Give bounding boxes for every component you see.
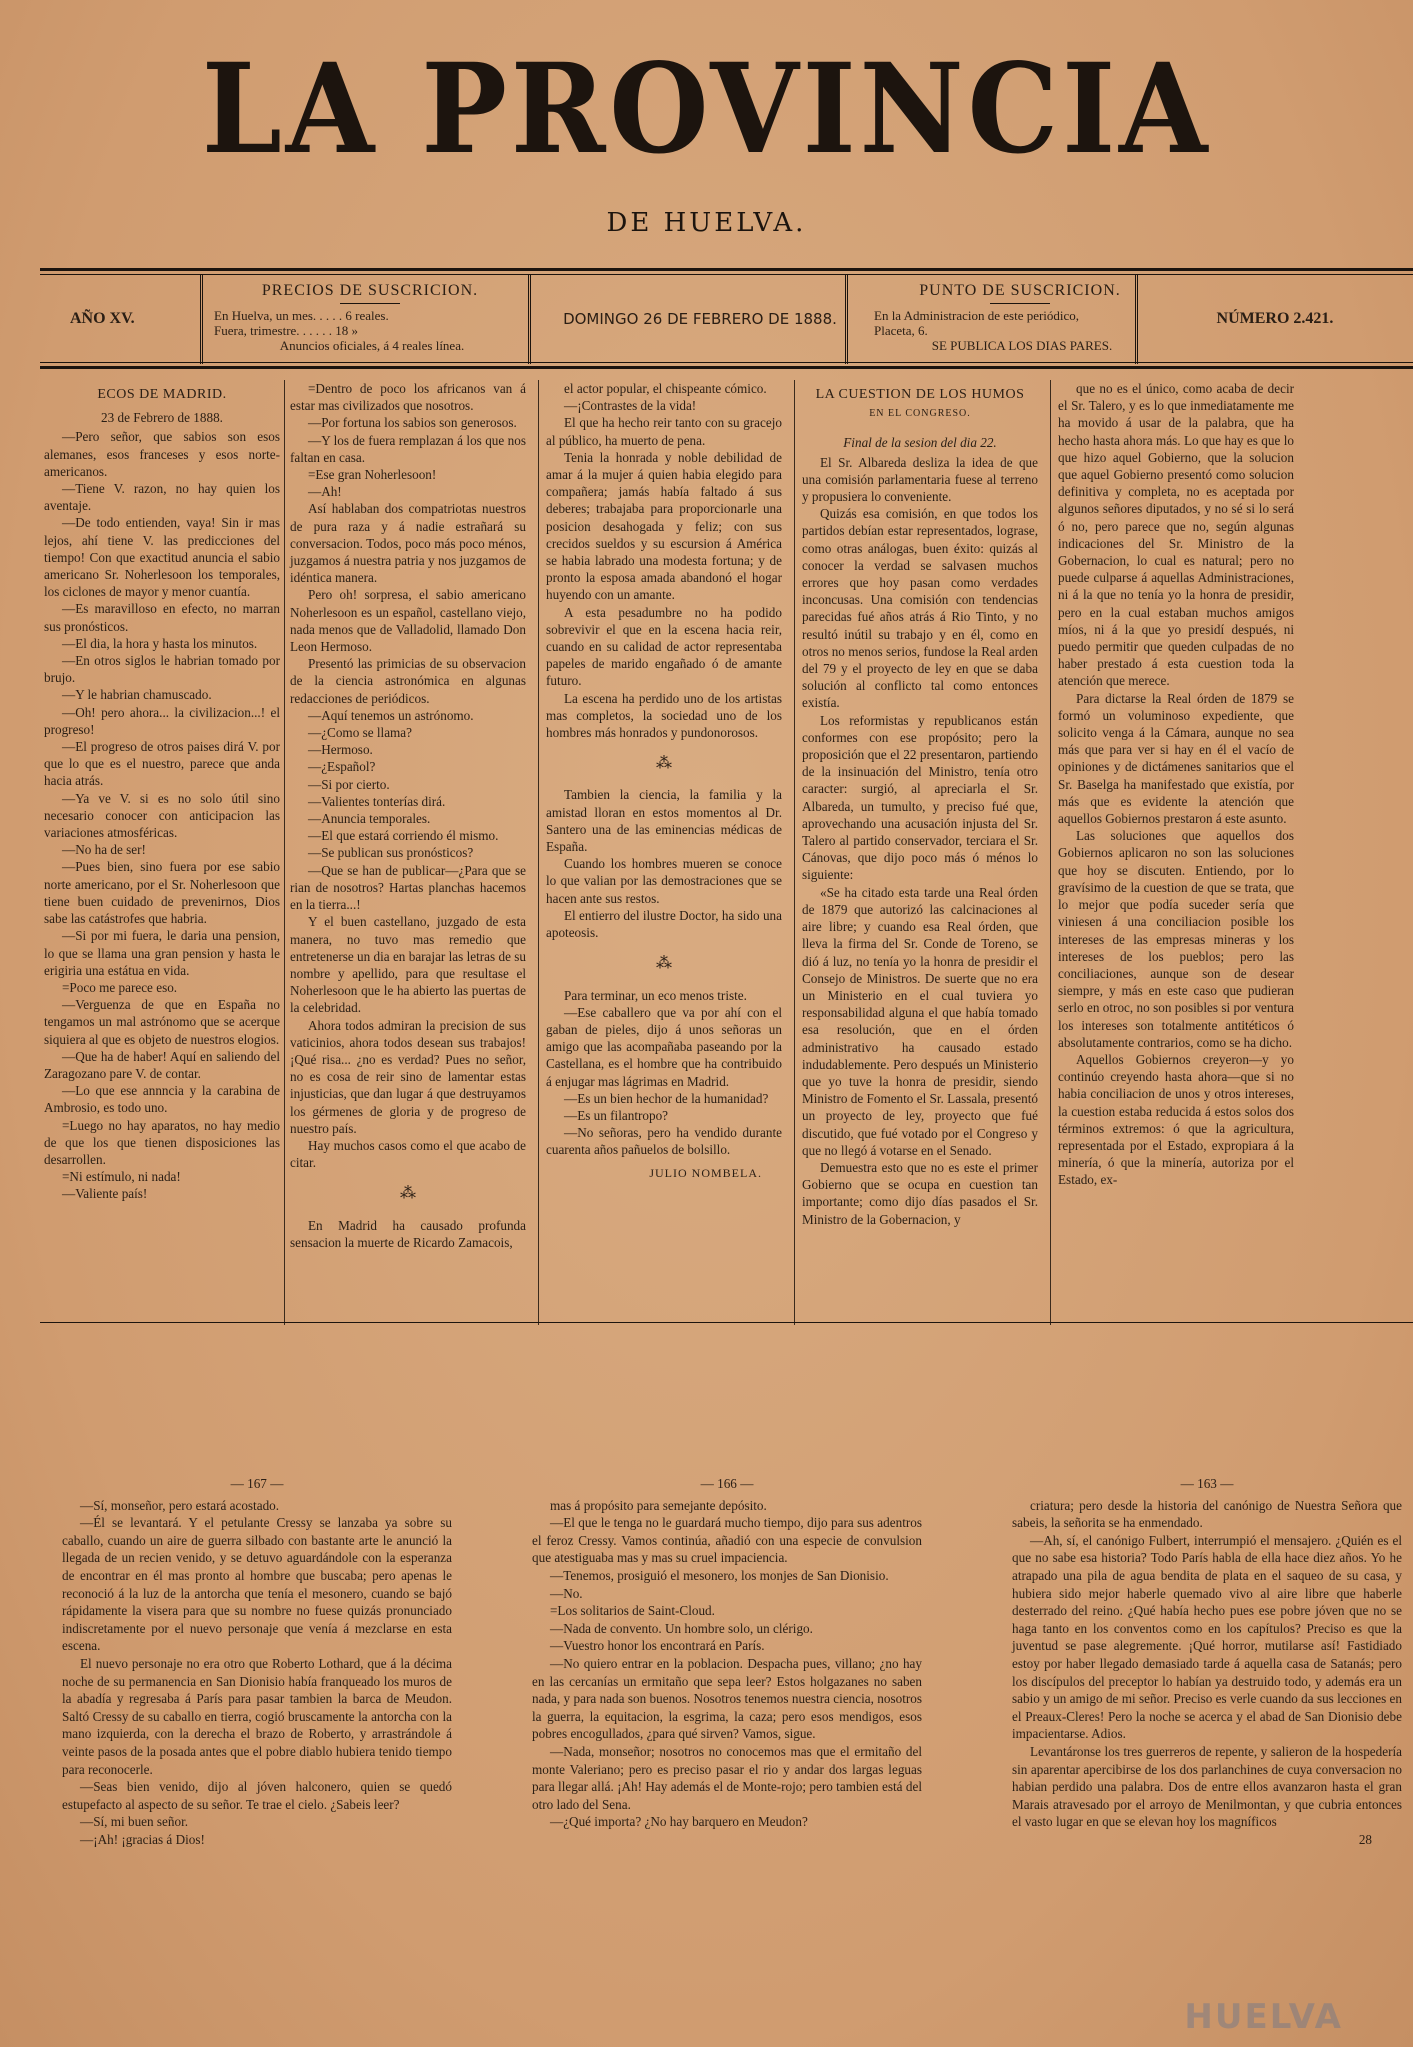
sheet-number: 28: [1358, 1831, 1372, 1847]
paragraph: —Por fortuna los sabios son generosos.: [308, 415, 517, 431]
paragraph: —Hermoso.: [308, 742, 373, 758]
paragraph: Cuando los hombres mueren se conoce lo que valian por las demostraciones que se hacen ante sus restos.: [546, 856, 782, 906]
paragraph: —Y le habrian chamuscado.: [62, 687, 212, 703]
header-rule-top: [40, 268, 1413, 271]
paragraph: Tenia la honrada y noble debilidad de amar á la mujer á quien habia elegido para compañera; jamás había faltado á sus deberes; trabajaba para proporcionarle una posicion desahogada y feliz; con sus crecidos sueldos y su escursion á América se habia labrado una modesta fortuna; y de pronto la esposa amada abandonó el hogar huyendo con un amante.: [546, 449, 782, 603]
column-ecos-end: [546, 380, 782, 1182]
paragraph: Para terminar, un eco menos triste.: [564, 987, 747, 1003]
paragraph: —Si por cierto.: [308, 776, 390, 792]
article-body: [546, 786, 782, 941]
paragraph: —Seas bien venido, dijo al jóven halconero, quien se quedó estupefacto al aspecto de su señor. Te trae el cielo. ¿Sabeis leer?: [62, 1779, 452, 1812]
archive-watermark: HUELVA: [1184, 1997, 1343, 2037]
paragraph: —No señoras, pero ha vendido durante cuarenta años pañuelos de bolsillo.: [546, 1125, 782, 1158]
paragraph: La escena ha perdido uno de los artistas mas completos, la sociedad uno de los hombres más honrados y pundonorosos.: [546, 690, 782, 741]
paragraph: Para dictarse la Real órden de 1879 se formó un voluminoso expediente, que solicito venga á la Cámara, aunque no sea más que para ver si hay en él el vacío de opiniones y de dictámenes sanitarios que el Sr. Baselga ha manifestado que existía, por más que es evidente la atención que aquellos Gobiernos prestaron á este asunto.: [1058, 690, 1294, 827]
paragraph: =Ese gran Noherlesoon!: [308, 467, 437, 483]
paragraph: El nuevo personaje no era otro que Roberto Lothard, que á la décima noche de su permanencia en San Dionisio había franqueado los muros de la abadía y regresaba á París para pasar tambien la barca de Meudon. Saltó Cressy de su caballo en tierra, cogió bruscamente la antorcha con la mano izquierda, con la derecha el brazo de Roberto, y arrastrándole á veinte pasos de la posada antes que el pobre diablo hubiera tenido tiempo para reconocerle.: [62, 1655, 452, 1777]
paragraph: El que ha hecho reir tanto con su gracejo al público, ha muerto de pena.: [546, 415, 782, 448]
page-number: — 166 —: [700, 1476, 754, 1491]
section-separator: ⁂: [656, 755, 672, 773]
article-body: [802, 454, 1038, 1228]
paragraph: Presentó las primicias de su observacion de la ciencia astronómica en algunas redacciones de periódicos.: [290, 656, 526, 706]
section-separator: ⁂: [656, 955, 672, 973]
paragraph: que no es el único, como acaba de decir el Sr. Talero, y es lo que inmediatamente me ha movido á usar de la palabra, que ha hecho hasta ahora más. Lo que hay es que lo que hizo aquel Gobierno, que la solucion que aquel Gobierno presentó como solucion definitiva y completa, no es aceptada por algunos señores diputados, y no sé si lo será ó no, pero parece que no, según algunas indicaciones del Sr. Ministro de la Gobernacion, lo cual es natural; pero no puede culparse á aquellas Administraciones, ni á la que no tenía yo la honra de presidir, pero en la cual estaban muchos amigos míos, ni á la que yo presidí después, ni puedo permitir que queden culpadas de no haber prestado á esta cuestion toda la atención que merece.: [1058, 381, 1294, 689]
prices-line: En Huelva, un mes. . . . . 6 reales.: [214, 308, 389, 323]
paragraph: Ahora todos admiran la precision de sus vaticinios, ahora todos desean sus trabajos! ¡Qué risa... ¿no es verdad? Pues no señor, no es cosa de reir sino de lamentar estas injusticias, que dan lugar á que destruyamos los gérmenes de gloria y de progreso de nuestro país.: [290, 1017, 526, 1136]
point-line: SE PUBLICA LOS DIAS PARES.: [931, 338, 1113, 353]
section-separator: ⁂: [400, 1185, 416, 1203]
paragraph: El entierro del ilustre Doctor, ha sido una apoteosis.: [546, 907, 782, 941]
paragraph: —Es maravilloso en efecto, no marran sus pronósticos.: [44, 601, 280, 634]
paragraph: Hay muchos casos como el que acabo de citar.: [290, 1137, 526, 1171]
feuilleton-body: [532, 1497, 922, 1831]
paragraph: —Que se han de publicar—¿Para que se rian de nosotros? Hartas planchas hacemos en la tierra...!: [290, 862, 526, 913]
paragraph: criatura; pero desde la historia del canónigo de Nuestra Señora que sabeis, la señorita se ha enmendado.: [1012, 1497, 1402, 1531]
paragraph: —¿Como se llama?: [308, 725, 413, 741]
paragraph: Así hablaban dos compatriotas nuestros de pura raza y á nadie estrañará su conversacion. Todos, poco más poco ménos, juzgamos á nuestra patria y nos juzgamos de idéntica manera.: [290, 501, 526, 586]
issue-date: DOMINGO 26 DE FEBRERO DE 1888.: [563, 310, 837, 328]
paragraph: —Nada, monseñor; nosotros no conocemos mas que el ermitaño del monte Valeriano; pero es preciso pasar el rio y andar dos largas leguas para llegar allá. ¡Ah! Hay además el de Monte-rojo; pero tambien está del otro lado del Sena.: [532, 1743, 922, 1812]
paragraph: —El dia, la hora y hasta los minutos.: [62, 635, 258, 651]
prices-rule: [340, 303, 400, 304]
page-number: — 167 —: [230, 1476, 284, 1491]
paragraph: =Los solitarios de Saint-Cloud.: [550, 1603, 715, 1619]
paragraph: —Si por mi fuera, le daria una pension, lo que se llama una gran pension y hasta le erigiria una estátua en vida.: [44, 928, 280, 978]
paragraph: A esta pesadumbre no ha podido sobrevivir el que en la escena hacia reir, cuando en su calidad de actor representaba papeles de marido engañado ó de amante futuro.: [546, 604, 782, 689]
feuilleton-col-167: [62, 1475, 452, 1848]
paragraph: —Valiente país!: [62, 1186, 148, 1202]
column-rule: [538, 380, 539, 1325]
article-subtitle: EN EL CONGRESO.: [869, 408, 971, 420]
paragraph: Y el buen castellano, juzgado de esta manera, no tuvo mas remedio que entretenerse un dia en barajar las letras de su nombre y apellido, para que resultase el Noherlesoon que le ha abierto las puertas de la celebridad.: [290, 914, 526, 1016]
feuilleton-body: [62, 1497, 452, 1849]
paragraph: —Ah!: [308, 484, 342, 500]
paragraph: —Es un bien hechor de la humanidad?: [564, 1090, 769, 1106]
paragraph: —¡Ah! ¡gracias á Dios!: [80, 1831, 205, 1847]
paragraph: Pero oh! sorpresa, el sabio americano Noherlesoon es un español, castellano viejo, nada menos que de Valladolid, llamado Don Leon Hermoso.: [290, 587, 526, 655]
year-label: AÑO XV.: [70, 310, 135, 327]
paragraph: Tambien la ciencia, la familia y la amistad lloran en estos momentos al Dr. Santero una de las eminencias médicas de España.: [546, 787, 782, 855]
paragraph: —Nada de convento. Un hombre solo, un clérigo.: [550, 1620, 813, 1636]
paragraph: —Ah, sí, el canónigo Fulbert, interrumpió el mensajero. ¿Quién es el que no sabe esa historia? Todo París habla de ella hace diez años. Yo he atrapado una pila de agua bendita de plata en el saqueo de su casa, y hubiera sido mejor haberle quemado vivo al aire libre que haberle desterrado del reino. ¿Qué había hecho pues ese pobre jóven que no se haga tanto en los conventos como en los capítulos? Preciso es que la juventud se pase alegremente. ¡Qué horror, mutilarse así! Fastidiado estoy por haber llegado demasiado tarde á aquella casa de Satanás; pero los discípulos del preceptor lo habían ya destruido todo, y además era un sabio y un amigo de mi señor. Preciso es verle cuando da sus lecciones en el Preaux-Cleres! Pero la noche se acerca y el abad de San Dionisio debe impacientarse. Adios.: [1012, 1532, 1402, 1742]
paragraph: —Lo que ese annncia y la carabina de Ambrosio, es todo uno.: [44, 1083, 280, 1116]
paragraph: —El que estará corriendo él mismo.: [308, 828, 499, 844]
paragraph: —Él se levantará. Y el petulante Cressy se lanzaba ya sobre su caballo, cuando un aire de guerra silbado con bastante arte le anunció la llegada de un recien venido, y se detuvo aguardándole con la esperanza de encontrar en él mas pronto al hombre que buscaba; pero apenas le reconoció á la luz de la antorcha que tenía el mesonero, cuando se bajó rápidamente la visera para que su nombre no fuese quizás pronunciado indiscretamente por el nuevo personaje que venía á mezclarse en esta escena.: [62, 1515, 452, 1654]
session-line: Final de la sesion del dia 22.: [843, 435, 997, 451]
feuilleton-col-163: [1012, 1475, 1402, 1848]
paragraph: —El que le tenga no le guardará mucho tiempo, dijo para sus adentros el feroz Cressy. Vamos continúa, añadió con una especie de convulsion que atestiguaba mas y mas su cruel impaciencia.: [532, 1515, 922, 1566]
point-rule: [990, 303, 1050, 304]
column-cuestion-humos: [802, 380, 1038, 1228]
paragraph: —En otros siglos le habrian tomado por brujo.: [44, 653, 280, 686]
paragraph: Aquellos Gobiernos creyeron—y yo continúo creyendo hasta ahora—que si no habia conciliacion de unos y otros intereses, la cuestion estaba reducida á estos solos dos términos extremos: ó que la agricultura, representada por el Estado, expropiara á la minería, ó que la minería, autoriza por el Estado, ex-: [1058, 1051, 1294, 1188]
paragraph: Demuestra esto que no es este el primer Gobierno que se ocupa en cuestion tan importante; como dijo días pasados el Sr. Ministro de la Gobernacion, y: [802, 1159, 1038, 1227]
article-title: LA CUESTION DE LOS HUMOS: [815, 387, 1025, 402]
paragraph: Levantáronse los tres guerreros de repente, y salieron de la hospedería sin aparentar apercibirse de los dos parlanchines de cuya conversacion no habian perdido una palabra. Dos de entre ellos avanzaron hasta el gran Marais atravesado por el arroyo de Menilmontan, y que cubria entonces el vasto lugar en que se elevan hoy los magníficos: [1012, 1743, 1402, 1830]
paragraph: =Ni estímulo, ni nada!: [62, 1169, 181, 1185]
paragraph: —No quiero entrar en la poblacion. Despacha pues, villano; ¿no hay en las cercanías un ermitaño que sepa leer? Estos holgazanes no saben nada, y para nada son buenos. Nosotros tenemos nuestra ciencia, nosotros la guerra, la equitacion, la esgrima, la caza; pero esos mendigos, esos pobres encogullados, ¿para qué sirven? Vamos, sigue.: [532, 1655, 922, 1742]
column-ecos-cont: [290, 380, 526, 1251]
paragraph: —Vuestro honor los encontrará en París.: [550, 1638, 765, 1654]
column-rule: [284, 380, 285, 1325]
masthead-title: LA PROVINCIA: [201, 37, 1212, 182]
article-body: [290, 380, 526, 1171]
paragraph: —Tiene V. razon, no hay quien los aventaje.: [44, 481, 280, 514]
article-body: [546, 987, 782, 1159]
prices-title: PRECIOS DE SUSCRICION.: [261, 282, 479, 299]
paragraph: —Oh! pero ahora... la civilizacion...! el progreso!: [44, 704, 280, 737]
feuilleton-rule: [40, 1322, 1413, 1323]
paragraph: —No ha de ser!: [62, 842, 146, 858]
subscription-prices: [210, 274, 530, 364]
paragraph: Quizás esa comisión, en que todos los partidos debían estar representados, lograse, como otras análogas, buen éxito: quizás al conocer la verdad se salvasen muchos errores que hoy pasan como verdades inconcusas. Una comisión con tendencias parecidas fué años atrás á Rio Tinto, y no resultó inútil su trabajo y en él, como en otros no menos serios, fundose la Real arden del 79 y el proyecto de ley en que se daba solución al conflicto tal como entonces existía.: [802, 506, 1038, 711]
issue-number: NÚMERO 2.421.: [1216, 310, 1334, 327]
paragraph: —Pero señor, que sabios son esos alemanes, esos franceses y esos norte-americanos.: [44, 429, 280, 479]
paragraph: mas á propósito para semejante depósito.: [550, 1497, 767, 1513]
paragraph: Las soluciones que aquellos dos Gobiernos aplicaron no son las soluciones que hoy se discuten. Entiendo, por lo gravísimo de la cuestion de que se trata, que lo mejor que podía suceder sería que viniesen á una conciliacion posible los intereses de las empresas mineras y los intereses de los pueblos; pero las conciliaciones, aunque son de desear siempre, y más en este caso que pudieran serlo en otroc, no son posibles si por ventura los intereses son totalmente antitéticos ó absolutamente contrarios, como se ha dicho.: [1058, 828, 1294, 1050]
paragraph: —¿Español?: [308, 759, 376, 775]
prices-line: Anuncios oficiales, á 4 reales línea.: [279, 338, 465, 353]
paragraph: =Dentro de poco los africanos van á estar mas civilizados que nosotros.: [290, 381, 526, 414]
point-line: En la Administracion de este periódico,: [874, 308, 1080, 323]
paragraph: =Luego no hay aparatos, no hay medio de que los que tienen disposiciones las desarrollen.: [44, 1117, 280, 1167]
paragraph: —Que ha de haber! Aquí en saliendo del Zaragozano pare V. de contar.: [44, 1048, 280, 1081]
prices-line: Fuera, trimestre. . . . . . 18 »: [214, 323, 359, 338]
column-ecos-de-madrid: [44, 380, 280, 1203]
page-number: — 163 —: [1180, 1476, 1234, 1491]
masthead-subtitle: DE HUELVA.: [606, 208, 807, 238]
paragraph: —Se publican sus pronósticos?: [308, 845, 474, 861]
paragraph: —Y los de fuera remplazan á los que nos faltan en casa.: [290, 432, 526, 465]
paragraph: —Es un filantropo?: [564, 1107, 669, 1123]
column-rule: [1050, 380, 1051, 1325]
author-signature: JULIO NOMBELA.: [649, 1165, 762, 1180]
paragraph: —Aquí tenemos un astrónomo.: [308, 707, 474, 723]
paragraph: —Tenemos, prosiguió el mesonero, los monjes de San Dionisio.: [550, 1567, 889, 1583]
paragraph: Los reformistas y republicanos están conformes con ese propósito; pero la proposición que el 22 presentaron, partiendo de la insinuación del Ministro, tenía otro caracter: surgió, al apreciarla el Sr. Albareda, un tumulto, y preciso fué que, aprovechando una acusación injusta del Sr. Talero al partido conservador, terciara el Sr. Cánovas, que dijo poco más ó ménos lo siguiente:: [802, 712, 1038, 883]
paragraph: El Sr. Albareda desliza la idea de que una comisión parlamentaria fuese al terreno y propusiera lo conveniente.: [802, 454, 1038, 505]
paragraph: =Poco me parece eso.: [62, 979, 178, 995]
paragraph: —No.: [550, 1585, 583, 1601]
info-bar: [40, 274, 1413, 364]
paragraph: En Madrid ha causado profunda sensacion la muerte de Ricardo Zamacois,: [290, 1217, 526, 1250]
paragraph: —¡Contrastes de la vida!: [564, 398, 697, 414]
paragraph: —Sí, mi buen señor.: [80, 1814, 189, 1830]
article-body: [546, 380, 782, 741]
paragraph: el actor popular, el chispeante cómico.: [564, 381, 767, 396]
point-title: PUNTO DE SUSCRICION.: [919, 282, 1121, 299]
article-body: [44, 428, 280, 1202]
paragraph: —El progreso de otros paises dirá V. por que lo que es el nuestro, parece que anda hacia atrás.: [44, 739, 280, 789]
column-cuestion-cont: [1058, 380, 1294, 1189]
paragraph: —Anuncia temporales.: [308, 811, 431, 827]
paragraph: —Valientes tonterías dirá.: [308, 793, 446, 809]
paragraph: —Pues bien, sino fuera por ese sabio norte americano, por el Sr. Noherlesoon que tiene buen cuidado de prevenirnos, Dios sabe las catástrofes que habria.: [44, 859, 280, 927]
subscription-point: [870, 274, 1170, 364]
paragraph: —De todo entienden, vaya! Sin ir mas lejos, ahí tiene V. las predicciones del tiempo! Con que exactitud anuncia el sabio americano Sr. Noherlesoon los temporales, los ciclones de mayor y menor cuantía.: [44, 515, 280, 600]
paragraph: —Ese caballero que va por ahí con el gaban de pieles, dijo á unos señoras un amigo que las acompañaba paseando por la Castellana, es el hombre que ha contribuido á enjugar mas lágrimas en Madrid.: [546, 1004, 782, 1089]
feuilleton-col-166: [532, 1475, 922, 1831]
paragraph: —Sí, monseñor, pero estará acostado.: [80, 1497, 280, 1513]
article-title: ECOS DE MADRID.: [97, 387, 227, 402]
paragraph: «Se ha citado esta tarde una Real órden de 1879 que autorizó las calcinaciones al aire libre; y cuando esa Real órden, que lleva la firma del Sr. Conde de Toreno, se dió á luz, no tenía yo la honra de presidir el Consejo de Ministros. De suerte que no era un Ministerio en el cual tuviera yo responsabilidad alguna el que había tomado esa resolución, que en el órden administrativo ha causado estado indudablemente. Pero después un Ministerio que yo tuve la honra de presidir, siendo Ministro de Fomento el Sr. Lassala, presentó un proyecto de ley, proyecto que fué discutido, que fué votado por el Congreso y que no llegó á votarse en el Senado.: [802, 884, 1038, 1158]
paragraph: —Verguenza de que en España no tengamos un mal astrónomo que se acerque siquiera al que es objeto de nuestros elogios.: [44, 997, 280, 1047]
point-line: Placeta, 6.: [874, 323, 928, 338]
feuilleton-body: [1012, 1497, 1402, 1831]
paragraph: —¿Qué importa? ¿No hay barquero en Meudon?: [550, 1814, 808, 1830]
column-rule: [794, 380, 795, 1325]
paragraph: —Ya ve V. si es no solo útil sino necesario conocer con anticipacion las variaciones atmosféricas.: [44, 790, 280, 841]
article-body: [1058, 380, 1294, 1189]
article-date: 23 de Febrero de 1888.: [101, 410, 223, 426]
